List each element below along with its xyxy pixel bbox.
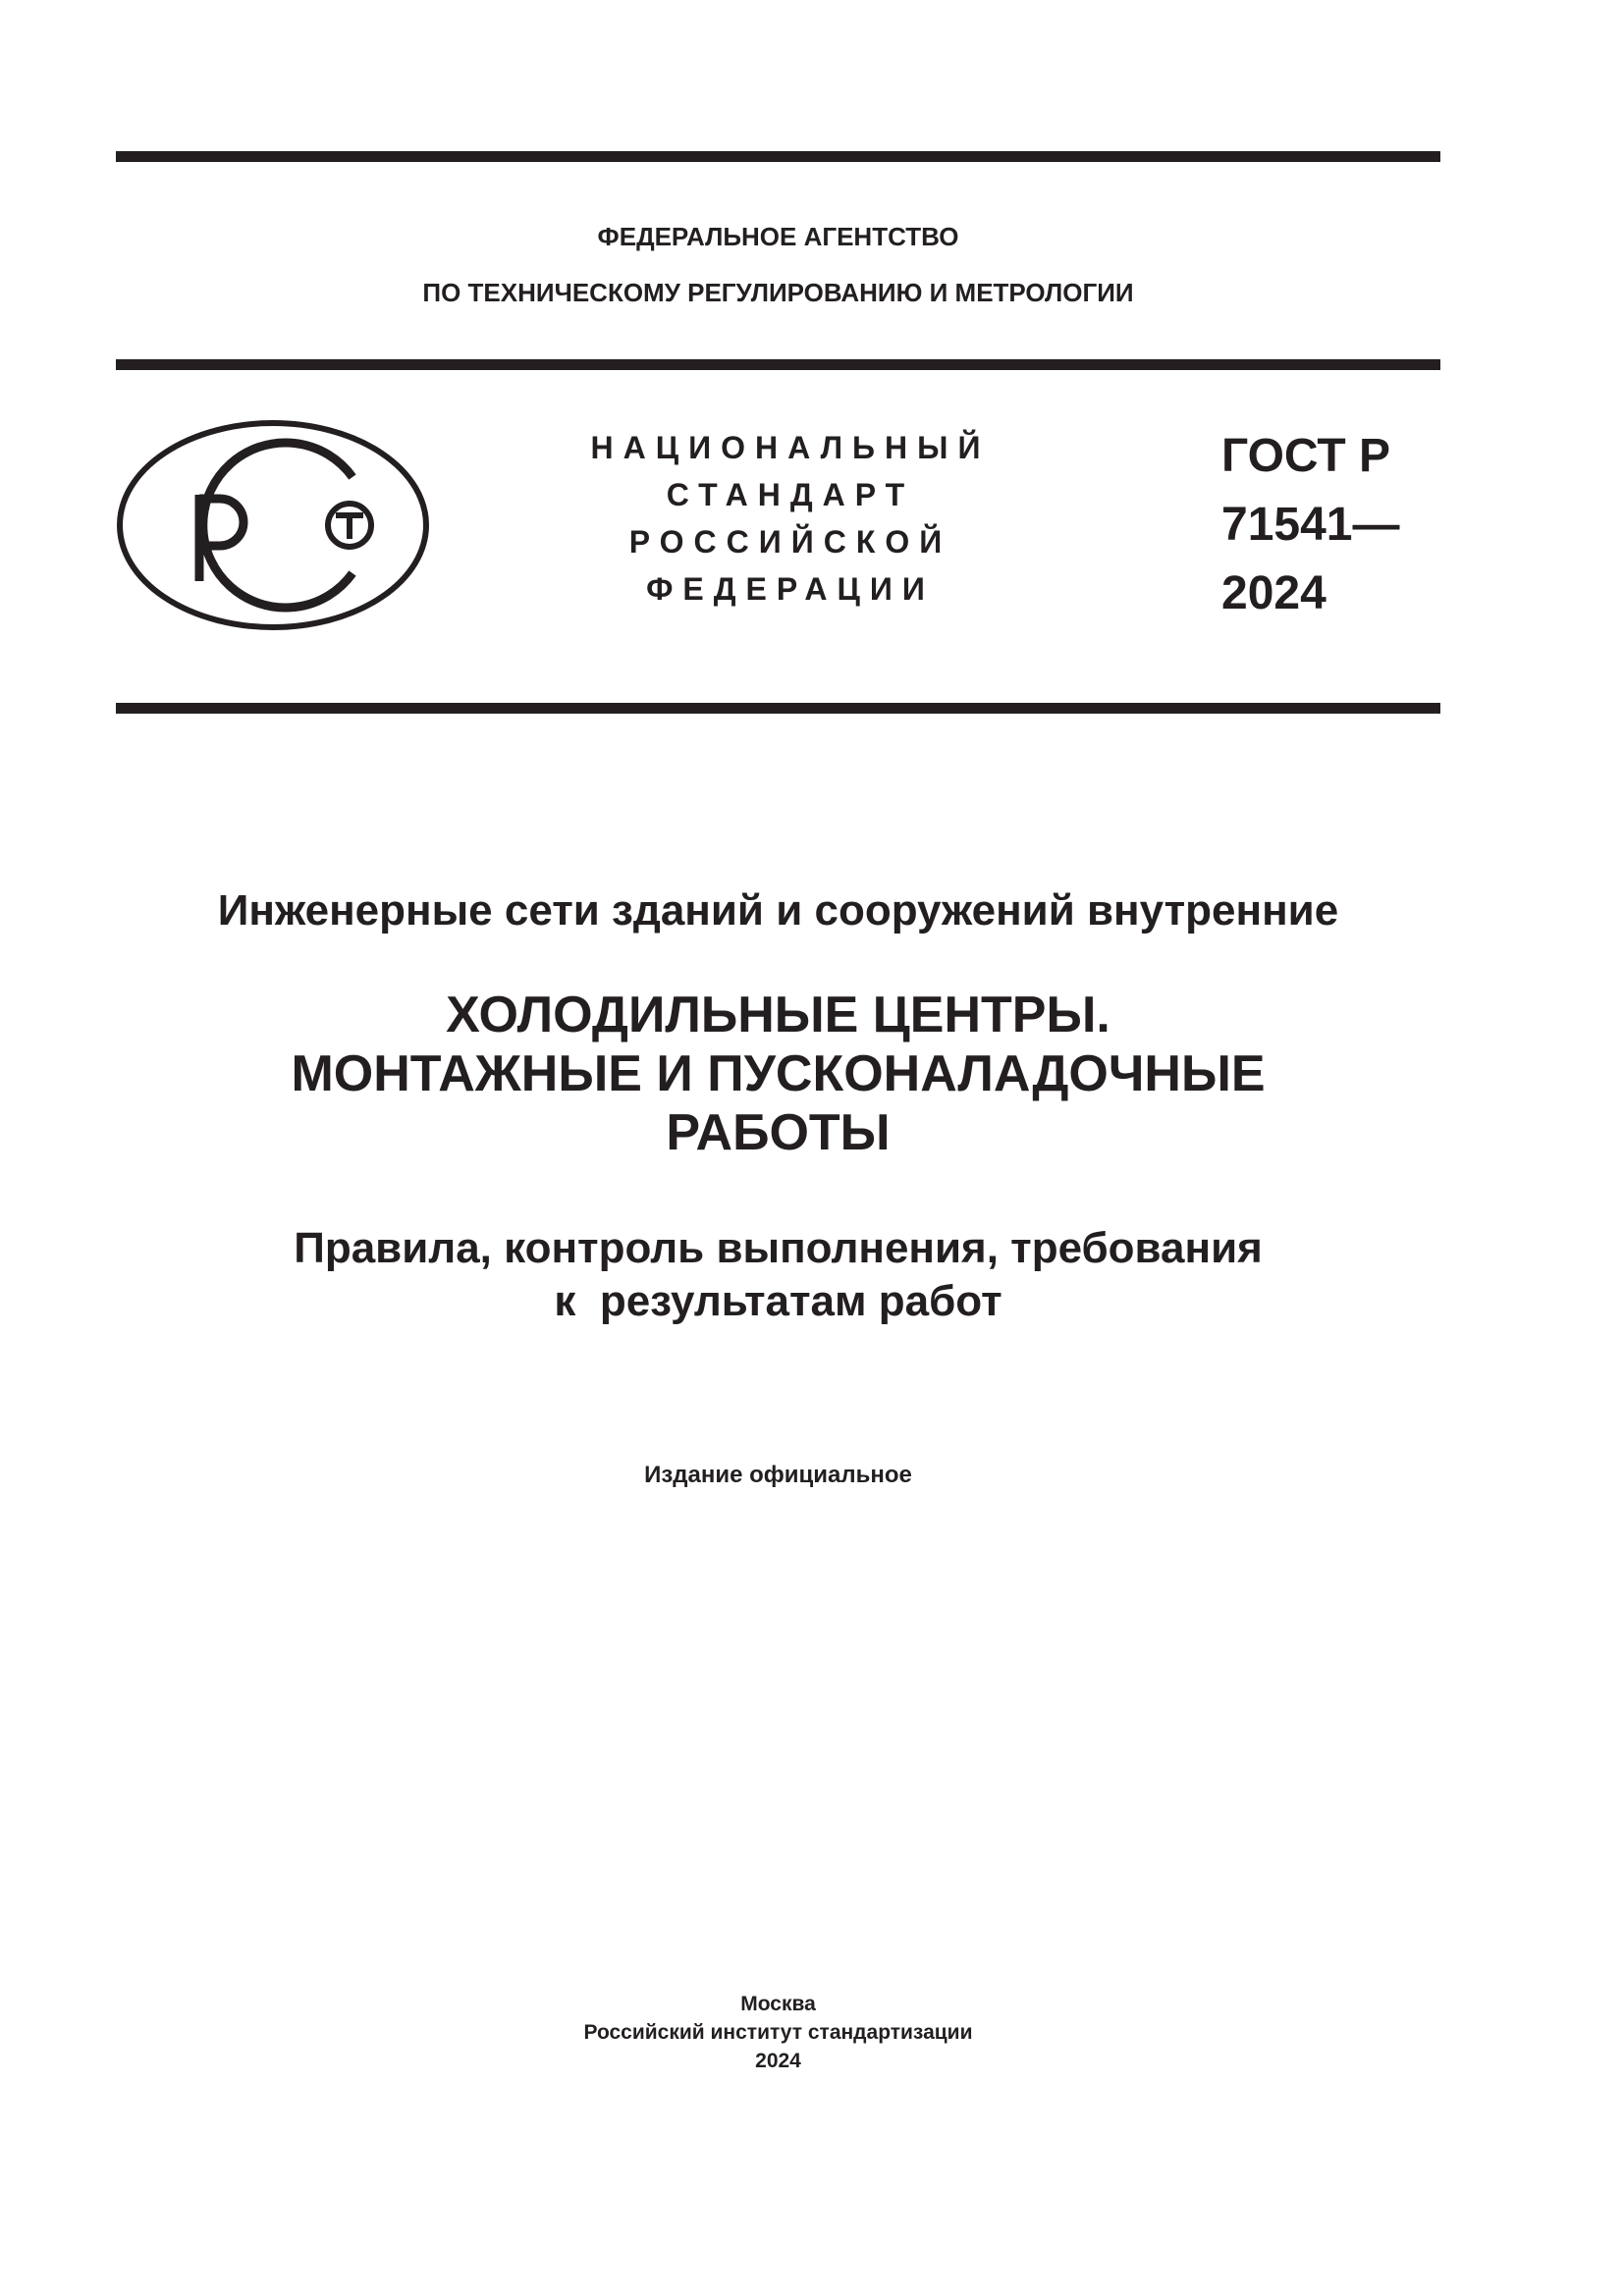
rst-certification-mark-icon (116, 416, 430, 634)
document-subtitle (116, 1222, 1440, 1328)
document-title-line: МОНТАЖНЫЕ И ПУСКОНАЛАДОЧНЫЕ (291, 1045, 1266, 1102)
agency-line-1: ФЕДЕРАЛЬНОЕ АГЕНТСТВО (597, 222, 959, 251)
document-title-line: ХОЛОДИЛЬНЫЕ ЦЕНТРЫ. (446, 987, 1110, 1043)
standard-type-line: НАЦИОНАЛЬНЫЙ (590, 430, 991, 465)
agency-line-2: ПО ТЕХНИЧЕСКОМУ РЕГУЛИРОВАНИЮ И МЕТРОЛОГИИ (422, 278, 1134, 307)
title-block-rule (116, 703, 1440, 714)
standard-type-line: СТАНДАРТ (666, 477, 915, 512)
document-subtitle-line: Правила, контроль выполнения, требования (294, 1224, 1263, 1272)
standard-code-line-2: 71541— (1221, 499, 1400, 551)
edition-label: Издание официальное (644, 1462, 912, 1488)
imprint-publisher: Российский институт стандартизации (583, 2021, 973, 2044)
document-subtitle-line: к результатам работ (554, 1277, 1002, 1325)
imprint-city: Москва (740, 1993, 816, 2015)
document-title-line: РАБОТЫ (666, 1104, 891, 1161)
standard-type (550, 424, 1031, 613)
standard-code-line-1: ГОСТ Р (1221, 430, 1391, 482)
standard-code-line-3: 2024 (1221, 567, 1326, 619)
document-subject: Инженерные сети зданий и сооружений внутренние (217, 886, 1339, 934)
standard-code (1221, 422, 1399, 628)
standard-type-line: ФЕДЕРАЦИИ (646, 571, 935, 607)
top-rule (116, 151, 1440, 162)
header-rule (116, 359, 1440, 370)
document-title (116, 986, 1440, 1162)
standard-type-line: РОССИЙСКОЙ (628, 524, 952, 560)
imprint-year: 2024 (755, 2050, 801, 2072)
imprint (116, 1990, 1440, 2075)
